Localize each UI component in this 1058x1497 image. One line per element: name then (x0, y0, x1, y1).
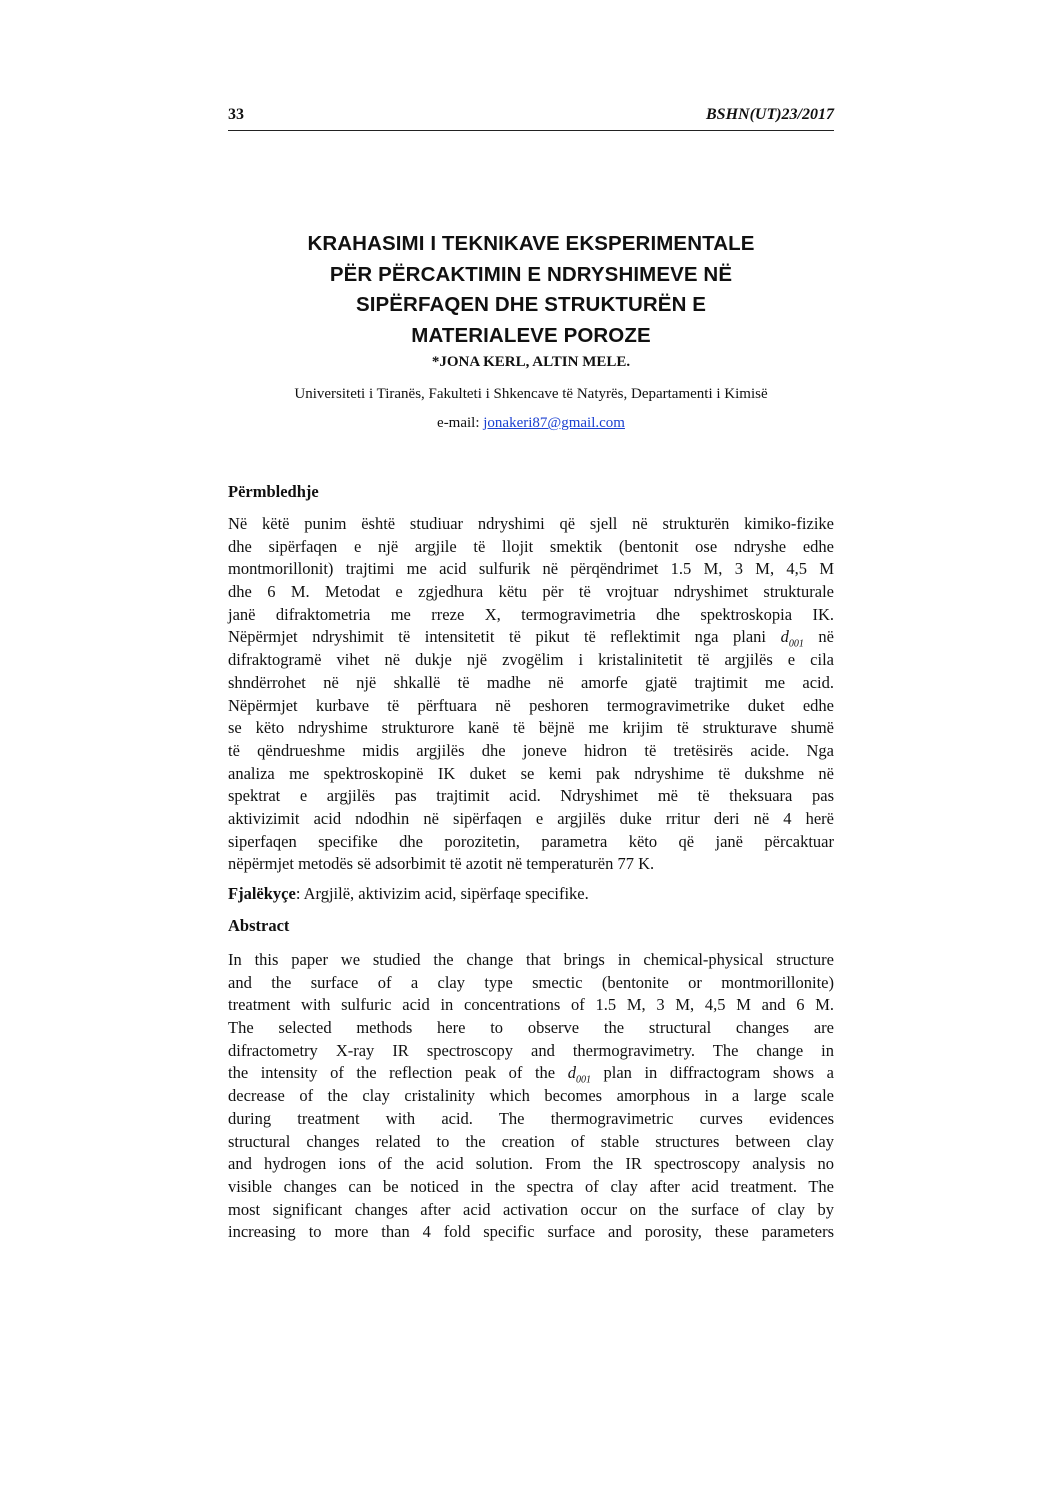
text-line: treatment with sulfuric acid in concentrations of 1.5 M, 3 M, 4,5 M and 6 M. (228, 995, 834, 1015)
email-label: e-mail: (437, 415, 480, 431)
text-line: structural changes related to the creation of stable structures between clay (228, 1131, 834, 1151)
text-line: difraktogramë vihet në dukje një zvogëlim i kristalinitetit të argjilës e cila (228, 650, 834, 670)
email-line (228, 415, 834, 432)
text-line: during treatment with acid. The thermogravimetric curves evidences (228, 1108, 834, 1128)
text-line: most significant changes after acid activation occur on the surface of clay by (228, 1199, 834, 1219)
text-line: montmorillonit) trajtimi me acid sulfurik në përqëndrimet 1.5 M, 3 M, 4,5 M (228, 559, 834, 579)
text-line: nëpërmjet metodës së adsorbimit të azotit në temperaturën 77 K. (228, 854, 655, 874)
text-line: increasing to more than 4 fold specific surface and porosity, these parameters (228, 1222, 834, 1242)
keywords-text: : Argjilë, aktivizim acid, sipërfaqe specifike. (295, 884, 589, 903)
title-line: SIPËRFAQEN DHE STRUKTURËN E (355, 293, 707, 316)
text-line: shndërrohet në një shkallë të madhe në amorfe gjatë trajtimit me acid. (228, 672, 834, 692)
title-line: PËR PËRCAKTIMIN E NDRYSHIMEVE NË (329, 262, 733, 286)
text-line: Nëpërmjet ndryshimit të intensitetit të pikut të reflektimit nga plani $d_{001}$ në (228, 627, 834, 650)
affiliation: Universiteti i Tiranës, Fakulteti i Shkencave të Natyrës, Departamenti i Kimisë (294, 386, 768, 402)
running-header (228, 106, 834, 131)
email-link[interactable]: jonakeri87@gmail.com (483, 415, 625, 431)
text-line: Nëpërmjet kurbave të përftuara në peshoren termogravimetrike duket edhe (228, 695, 834, 715)
abstract-body (228, 949, 834, 1244)
text-line: visible changes can be noticed in the spectra of clay after acid treatment. The (228, 1176, 834, 1196)
journal-reference: BSHN(UT)23/2017 (706, 106, 834, 123)
text-line: and the surface of a clay type smectic (bentonite or montmorillonite) (228, 972, 834, 992)
page-number: 33 (228, 106, 244, 123)
text-line: siperfaqen specifike dhe porozitetin, parametra këto që janë përcaktuar (228, 831, 834, 851)
permbledhje-body (228, 513, 834, 876)
text-line: se këto ndryshime strukturore kanë të bëjnë me krijim të strukturave shumë (228, 718, 834, 738)
text-line: janë difraktometria me rreze X, termogravimetria dhe spektroskopia IK. (228, 604, 834, 624)
title-line: MATERIALEVE POROZE (411, 323, 651, 347)
permbledhje-heading: Përmbledhje (228, 482, 319, 501)
text-line: The selected methods here to observe the structural changes are (228, 1018, 834, 1038)
text-line: dhe 6 M. Metodat e zgjedhura këtu për të vrojtuar ndryshimet strukturale (228, 582, 834, 602)
text-line: difractometry X-ray IR spectroscopy and thermogravimetry. The change in (228, 1040, 834, 1060)
text-line: spektrat e argjilës pas trajtimit acid. Ndryshimet më të theksuara pas (228, 786, 834, 806)
text-line: dhe sipërfaqen e një argjile të llojit smektik (bentonit ose ndryshe edhe (228, 536, 834, 556)
text-line: analiza me spektroskopinë IK duket se kemi pak ndryshime të dukshme në (228, 763, 834, 783)
text-line: and hydrogen ions of the acid solution. From the IR spectroscopy analysis no (228, 1154, 834, 1174)
text-line: Në këtë punim është studiuar ndryshimi që sjell në strukturën kimiko-fizike (228, 514, 834, 533)
text-line: të qëndrueshme midis argjilës dhe joneve hidron të tretësirës acide. Nga (228, 740, 834, 760)
abstract-heading: Abstract (228, 916, 290, 935)
keywords-label: Fjalëkyçe (228, 884, 296, 903)
text-line: decrease of the clay cristalinity which becomes amorphous in a large scale (228, 1086, 834, 1106)
paper-title (228, 229, 834, 351)
text-line: In this paper we studied the change that brings in chemical-physical structure (228, 950, 834, 969)
title-line: KRAHASIMI I TEKNIKAVE EKSPERIMENTALE (307, 232, 755, 255)
keywords (228, 884, 834, 904)
text-line: aktivizimit acid ndodhin në sipërfaqen e argjilës duke rritur deri në 4 herë (228, 808, 834, 828)
authors: *JONA KERL, ALTIN MELE. (431, 354, 631, 370)
text-line: the intensity of the reflection peak of the $d_{001}$ plan in diffractogram shows a (228, 1063, 834, 1086)
